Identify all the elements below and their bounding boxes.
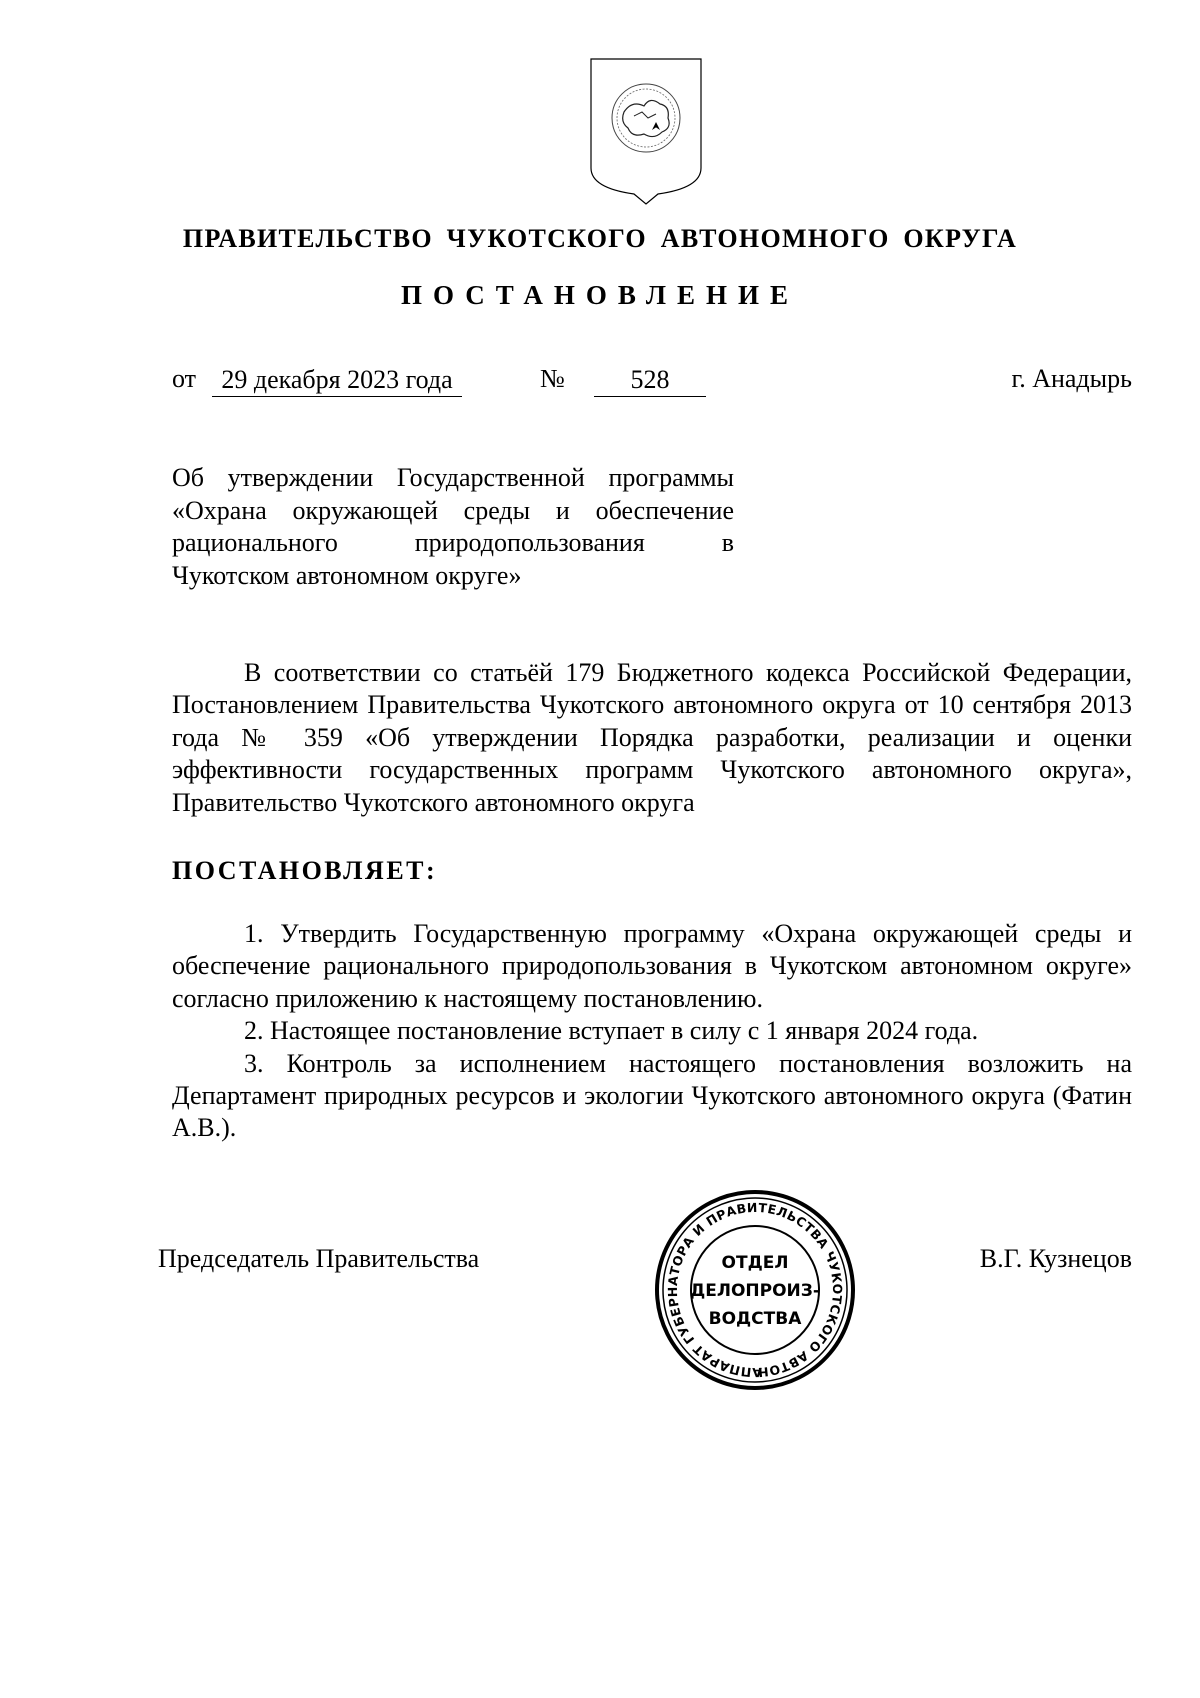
stamp-center-line: ОТДЕЛ (721, 1253, 789, 1273)
document-number: 528 (594, 364, 706, 397)
signatory-position: Председатель Правительства (158, 1244, 480, 1273)
official-stamp-icon (645, 1180, 865, 1400)
stamp-center-line: ВОДСТВА (708, 1309, 802, 1329)
number-label: № (540, 364, 565, 393)
authority-title: ПРАВИТЕЛЬСТВО ЧУКОТСКОГО АВТОНОМНОГО ОКРУГА (182, 224, 1018, 253)
issue-city: г. Анадырь (1011, 364, 1132, 393)
subject-line: рационального природопользования в (172, 528, 734, 557)
decree-items (172, 918, 1132, 1145)
date-prefix: от (172, 364, 197, 393)
stamp-ring-text: АППАРАТ ГУБЕРНАТОРА И ПРАВИТЕЛЬСТВА ЧУКОТСКОГО АВТОНОМНОГО (664, 1199, 846, 1381)
document-subject (172, 462, 734, 592)
subject-line: Чукотском автономном округе» (172, 560, 522, 590)
signatory-name: В.Г. Кузнецов (979, 1244, 1132, 1273)
decree-item: 2. Настоящее постановление вступает в силу с 1 января 2024 года. (244, 1016, 979, 1046)
coat-of-arms-icon (588, 56, 704, 206)
subject-line: «Охрана окружающей среды и обеспечение (172, 495, 734, 525)
decree-heading: ПОСТАНОВЛЯЕТ: (172, 856, 438, 885)
stamp-center-line: ДЕЛОПРОИЗ- (690, 1281, 820, 1301)
preamble-paragraph: В соответствии со статьёй 179 Бюджетного кодекса Российской Федерации, Постановлением Правительства Чукотского автономного округа от 10 сентября 2013 года № 359 «Об утверждении Порядка разработки, реализации и оценки эффективности государственных программ Чукотского автономного округа», Правительство Чукотского автономного округа (172, 658, 1132, 817)
decree-item: 1. Утвердить Государственную программу «Охрана окружающей среды и обеспечение рационального природопользования в Чукотском автономном округе» согласно приложению к настоящему постановлению. (172, 919, 1132, 1013)
decree-item: 3. Контроль за исполнением настоящего постановления возложить на Департамент природных ресурсов и экологии Чукотского автономного округа (Фатин А.В.). (172, 1048, 1132, 1143)
document-date: 29 декабря 2023 года (212, 364, 462, 397)
document-type: ПОСТАНОВЛЕНИЕ (400, 280, 800, 310)
subject-line: Об утверждении Государственной программы (172, 463, 734, 492)
dateline (172, 364, 1132, 400)
